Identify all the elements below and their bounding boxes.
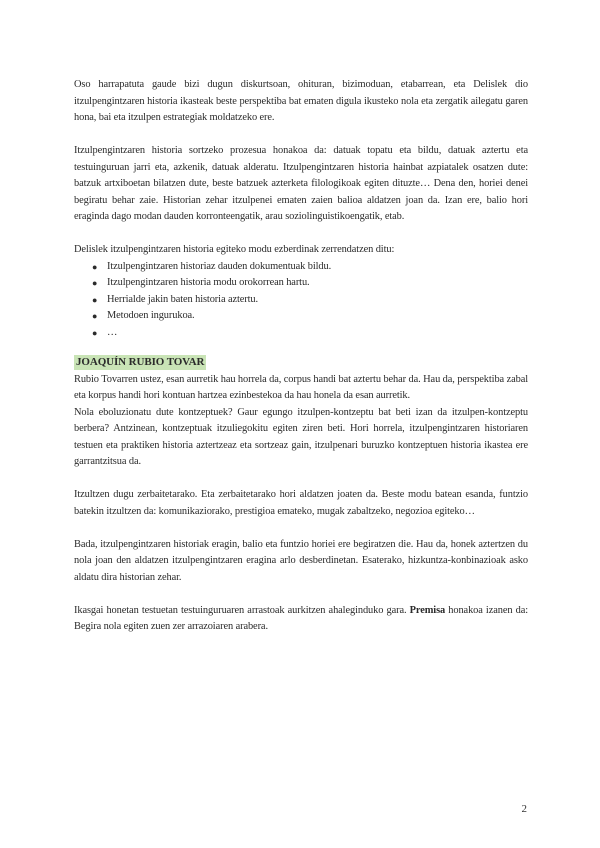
paragraph-gap (74, 127, 528, 144)
paragraph-process: Itzulpengintzaren historia sortzeko prozesua honakoa da: datuak topatu eta bildu, datuak aztertu eta testuinguruan jarri eta, azkenik, datuak alderatu. Itzulpengintzaren historia hainbat azpiatalek osatzen dute: batzuk artxiboetan bilatzen dute, beste batzuek azterketa filologikoak egiten dituzte… Dena den, horiei denei begiratu behar zaie. Historian zehar itzulpenei ematen zaien balioa aldatzen joan da. Izan ere, balio hori eraginda dago modan dauden korronteengatik, arau soziolinguistikoengatik, etab. (74, 145, 528, 222)
list-item (74, 325, 528, 342)
list-item-text: Itzulpengintzaren historiaz dauden dokumentuak bildu. (107, 260, 332, 272)
paragraph-function: Itzultzen dugu zerbaitetarako. Eta zerbaitetarako hori aldatzen joaten da. Beste modu batean esanda, funtzio batekin itzultzen da: komunikaziorako, prestigioa emateko, mugak zabaltzeko, negozioa egiteko… (74, 489, 528, 517)
bullet-icon: ● (92, 261, 98, 272)
paragraph-gap (74, 586, 528, 603)
list-item-text: Metodoen ingurukoa. (107, 310, 195, 321)
bullet-icon: ● (92, 311, 98, 321)
paragraph-list-intro: Delislek itzulpengintzaren historia egiteko modu ezberdinak zerrendatzen ditu: (74, 244, 395, 255)
list-item-text: … (107, 326, 118, 338)
bullet-icon: ● (92, 327, 98, 338)
list-item-text: Itzulpengintzaren historia modu orokorrean hartu. (107, 277, 310, 288)
paragraph-gap (74, 226, 528, 243)
list-item (74, 275, 528, 292)
paragraph-influence: Bada, itzulpengintzaren historiak eragin, balio eta funtzio horiei ere begiratzen die. Hau da, honek aztertzen du nola joan den aldatzen itzulpengintzaren eragina arlo desberdinetan. Esaterako, hizkuntza-konbinazioak asko aldatu dira historian zehar. (74, 538, 528, 583)
bullet-icon: ● (92, 278, 98, 288)
list-item (74, 259, 528, 276)
page-number: 2 (521, 803, 527, 815)
premise-text-end: honakoa izanen da: Begira nola egiten zuen zer arrazoiaren arabera. (74, 604, 529, 632)
paragraph-gap (74, 520, 528, 537)
paragraph-concepts: Nola eboluzionatu dute kontzeptuek? Gaur egungo itzulpen-kontzeptu bat beti izan da itzulpen-kontzeptu berbera? Antzinean, kontzeptuak itzuliegokitu egiten ziren beti. Hori horrela, itzulpengintzaren historiaren testuen eta praktiken historia aztertzeaz eta sortzeaz gain, itzulpenari buruzko kontzeptuen historia ikastea ere garrantzitsua da. (74, 406, 528, 467)
paragraph-premise (74, 603, 528, 636)
list-item (74, 308, 528, 325)
premise-bold-term: Premisa (409, 604, 446, 616)
paragraph-gap (74, 471, 528, 488)
paragraph-intro: Oso harrapatuta gaude bizi dugun diskurtsoan, ohituran, bizimoduan, etabarrean, eta Delislek dio itzulpengintzaren historia ikasteak beste perspektiba bat ematen digula ikusteko nola eta zergatik ailegatu garen hona, bai eta itzulpen estrategiak moldatzeko ere. (74, 79, 528, 123)
list-item (74, 292, 528, 309)
paragraph-corpus: Rubio Tovarren ustez, esan aurretik hau horrela da, corpus handi bat aztertu behar da. Hau da, perspektiba zabal eta korpus handi hori kontuan hartzea ezinbestekoa da hau honela da esan aurretik. (74, 373, 528, 401)
page-content (74, 77, 528, 636)
bullet-icon: ● (92, 294, 98, 305)
bullet-list (74, 259, 528, 342)
premise-text-start: Ikasgai honetan testuetan testuinguruaren arrastoak aurkitzen ahaleginduko gara. (74, 604, 410, 616)
section-heading: JOAQUÍN RUBIO TOVAR (76, 356, 205, 368)
list-item-text: Herrialde jakin baten historia aztertu. (107, 293, 259, 305)
section-heading-wrap (74, 355, 528, 372)
